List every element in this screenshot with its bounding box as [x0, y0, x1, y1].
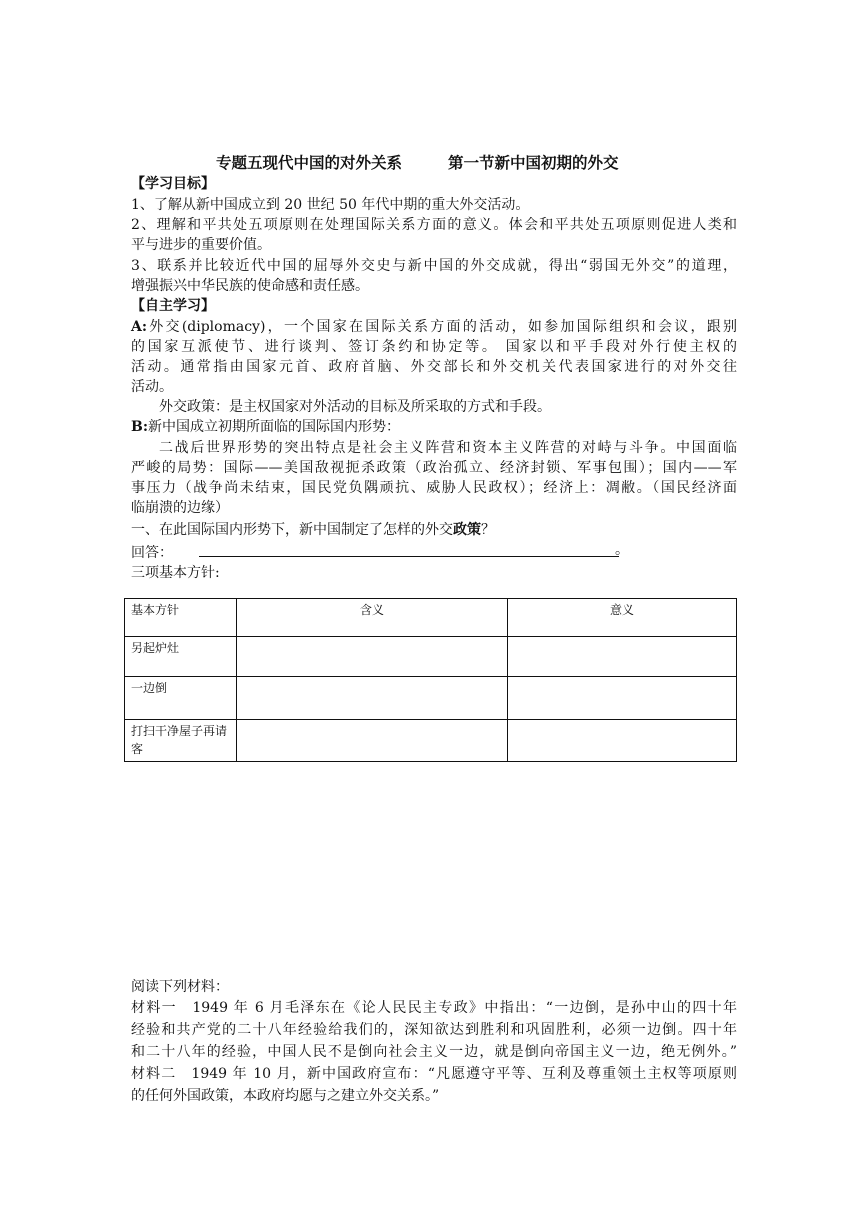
section-a-line-2: 的国家互派使节、进行谈判、签订条约和协定等。 国家以和平手段对外行使主权的	[131, 339, 737, 355]
table-header-row	[125, 599, 737, 637]
principles-table	[124, 598, 737, 762]
section-b-line-4: 临崩溃的边缘）	[131, 500, 229, 516]
table-header-cell: 意义	[508, 599, 737, 637]
table-cell-significance[interactable]	[508, 637, 737, 677]
material-1-line-3: 和二十八年的经验，中国人民不是倒向社会主义一边，就是倒向帝国主义一边，绝无例外。”	[131, 1044, 737, 1060]
question-1-text: 一、在此国际国内形势下，新中国制定了怎样的外交	[131, 522, 453, 538]
section-a-label: A:	[131, 319, 148, 335]
table-row	[125, 720, 737, 762]
section-a-text-1: 外交(diplomacy)，一个国家在国际关系方面的活动，如参加国际组织和会议，跟别	[147, 319, 737, 335]
goal-2-line-2: 平与进步的重要价值。	[131, 237, 271, 253]
question-1-keyword: 政策	[453, 522, 481, 538]
section-b-line-1: 二战后世界形势的突出特点是社会主义阵营和资本主义阵营的对峙与斗争。中国面临	[159, 440, 737, 456]
section-b-title: 新中国成立初期所面临的国际国内形势：	[148, 419, 401, 435]
section-b-line-2: 严峻的局势：国际——美国敌视扼杀政策（政治孤立、经济封锁、军事包围）；国内——军	[131, 460, 737, 476]
title-topic: 专题五现代中国的对外关系	[216, 154, 403, 172]
table-cell-meaning[interactable]	[237, 637, 508, 677]
table-row	[125, 677, 737, 720]
goal-3-line-2: 增强振兴中华民族的使命感和责任感。	[131, 278, 369, 294]
table-cell-significance[interactable]	[508, 677, 737, 720]
answer-blank[interactable]	[199, 542, 629, 558]
goal-1: 1、了解从新中国成立到 20 世纪 50 年代中期的重大外交活动。	[131, 197, 530, 213]
table-cell-meaning[interactable]	[237, 677, 508, 720]
question-1	[131, 520, 495, 540]
goal-2-line-1: 2、理解和平共处五项原则在处理国际关系方面的意义。体会和平共处五项原则促进人类和	[131, 217, 737, 233]
material-2-line-2: 的任何外国政策，本政府均愿与之建立外交关系。”	[131, 1088, 440, 1104]
material-1-line-1: 材料一 1949 年 6 月毛泽东在《论人民民主专政》中指出：“一边倒，是孙中山的四十年	[131, 1000, 737, 1016]
table-row-label: 打扫干净屋子再请客	[125, 720, 237, 762]
policy-definition: 外交政策：是主权国家对外活动的目标及所采取的方式和手段。	[159, 399, 551, 415]
table-row-label: 一边倒	[125, 677, 237, 720]
table-cell-significance[interactable]	[508, 720, 737, 762]
question-1-mark: ？	[481, 522, 495, 538]
goal-3-line-1: 3、联系并比较近代中国的屈辱外交史与新中国的外交成就，得出“弱国无外交”的道理，	[131, 258, 737, 274]
answer-period: 。	[615, 542, 629, 558]
self-study-heading: 【自主学习】	[131, 298, 215, 314]
table-header-cell: 基本方针	[125, 599, 237, 637]
three-principles-label: 三项基本方针:	[131, 565, 220, 581]
section-b-label: B:	[131, 419, 149, 435]
material-2-line-1: 材料二 1949 年 10 月，新中国政府宣布：“凡愿遵守平等、互利及尊重领土主权等项原则	[131, 1066, 737, 1082]
section-b-line-3: 事压力（战争尚未结束，国民党负隅顽抗、威胁人民政权）；经济上：凋敝。（国民经济面	[131, 480, 737, 496]
material-1-line-2: 经验和共产党的二十八年经验给我们的，深知欲达到胜利和巩固胜利，必须一边倒。四十年	[131, 1022, 737, 1038]
title-section: 第一节新中国初期的外交	[448, 154, 619, 172]
section-a-line-4: 活动。	[131, 379, 173, 395]
section-a-line-1	[131, 317, 737, 337]
table-row	[125, 637, 737, 677]
page-title	[216, 151, 619, 173]
goals-heading: 【学习目标】	[131, 176, 215, 192]
table-row-label: 另起炉灶	[125, 637, 237, 677]
section-b-heading	[131, 417, 400, 437]
answer-line	[131, 542, 629, 563]
table-header-cell: 含义	[237, 599, 508, 637]
answer-label: 回答：	[131, 545, 173, 561]
reading-intro: 阅读下列材料：	[131, 979, 229, 995]
section-a-line-3: 活动。通常指由国家元首、政府首脑、外交部长和外交机关代表国家进行的对外交往	[131, 359, 737, 375]
table-cell-meaning[interactable]	[237, 720, 508, 762]
